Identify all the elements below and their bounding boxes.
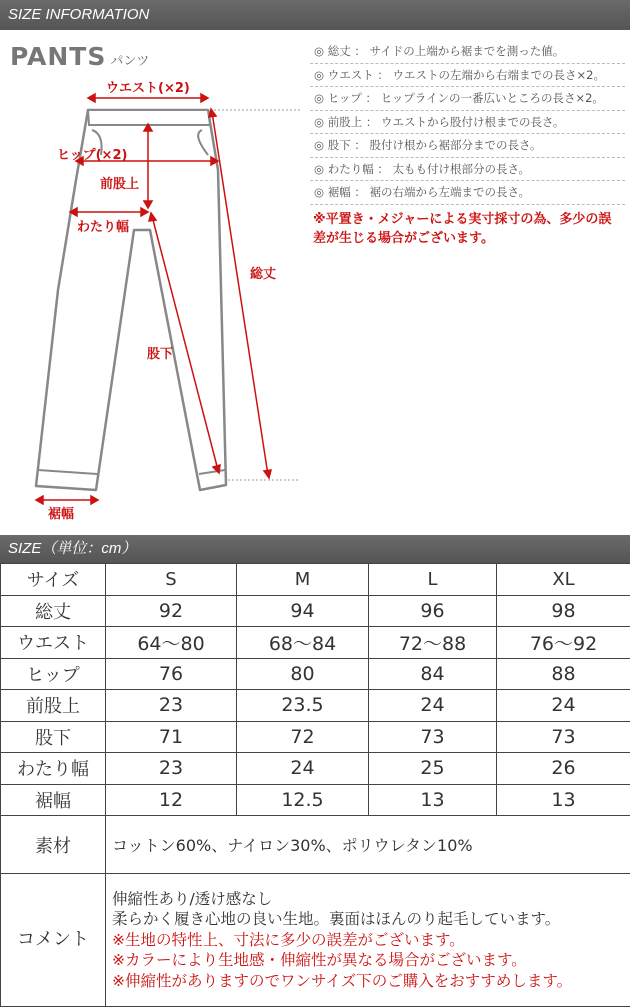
table-cell: 73 — [369, 721, 497, 753]
measurement-notes — [310, 40, 625, 205]
table-cell: 73 — [497, 721, 630, 753]
table-cell: 64〜80 — [106, 627, 237, 659]
row-label: 前股上 — [1, 690, 106, 722]
material-row — [1, 816, 630, 874]
table-cell: 71 — [106, 721, 237, 753]
material-value: コットン60%、ナイロン30%、ポリウレタン10% — [106, 816, 630, 874]
note-thigh: ◎ わたり幅 ： 太もも付け根部分の長さ。 — [310, 158, 625, 182]
table-cell: 24 — [369, 690, 497, 722]
table-header-row — [1, 564, 630, 596]
note-front-rise: ◎ 前股上 ： ウエストから股付け根までの長さ。 — [310, 111, 625, 135]
table-cell: 13 — [369, 784, 497, 816]
table-row — [1, 627, 630, 659]
measurement-warning: ※平置き・メジャーによる実寸採寸の為、多少の誤差が生じる場合がございます。 — [313, 212, 612, 246]
row-label: 股下 — [1, 721, 106, 753]
note-hip: ◎ ヒップ ： ヒップラインの一番広いところの長さ×2。 — [310, 87, 625, 111]
table-row — [1, 753, 630, 785]
table-cell: 23 — [106, 753, 237, 785]
header-cell: サイズ — [1, 564, 106, 596]
table-cell: 94 — [237, 595, 369, 627]
row-label: 裾幅 — [1, 784, 106, 816]
table-cell: 23 — [106, 690, 237, 722]
table-cell: 72〜88 — [369, 627, 497, 659]
comment-line-warning: ※生地の特性上、寸法に多少の誤差がございます。 — [112, 930, 465, 949]
table-cell: 76 — [106, 658, 237, 690]
table-cell: 12 — [106, 784, 237, 816]
table-cell: 92 — [106, 595, 237, 627]
table-cell: 12.5 — [237, 784, 369, 816]
table-row — [1, 658, 630, 690]
table-cell: 68〜84 — [237, 627, 369, 659]
table-row — [1, 595, 630, 627]
label-length: 総丈 — [250, 267, 277, 282]
table-cell: 80 — [237, 658, 369, 690]
size-table-header: SIZE（単位：cm） — [0, 535, 630, 563]
comment-value — [106, 874, 630, 1007]
table-row — [1, 690, 630, 722]
row-label: ヒップ — [1, 658, 106, 690]
header-cell: XL — [497, 564, 630, 596]
label-hip: ヒップ(×2) — [57, 148, 128, 163]
label-front-rise: 前股上 — [100, 177, 140, 192]
note-inseam: ◎ 股下 ： 股付け根から裾部分までの長さ。 — [310, 134, 625, 158]
label-hem: 裾幅 — [48, 507, 75, 522]
table-cell: 72 — [237, 721, 369, 753]
material-label: 素材 — [1, 816, 106, 874]
label-thigh: わたり幅 — [77, 220, 130, 235]
pants-title-en: PANTS — [10, 42, 107, 71]
table-cell: 25 — [369, 753, 497, 785]
comment-row — [1, 874, 630, 1007]
row-label: わたり幅 — [1, 753, 106, 785]
row-label: 総丈 — [1, 595, 106, 627]
pants-title-jp: パンツ — [110, 54, 150, 69]
table-cell: 96 — [369, 595, 497, 627]
table-cell: 98 — [497, 595, 630, 627]
table-cell: 76〜92 — [497, 627, 630, 659]
header-cell: S — [106, 564, 237, 596]
size-information-header: SIZE INFORMATION — [0, 0, 630, 30]
header-cell: M — [237, 564, 369, 596]
comment-line: 柔らかく履き心地の良い生地。裏面はほんのり起毛しています。 — [112, 910, 561, 929]
table-cell: 84 — [369, 658, 497, 690]
size-table — [0, 563, 630, 1007]
note-hem: ◎ 裾幅 ： 裾の右端から左端までの長さ。 — [310, 181, 625, 205]
comment-line-warning: ※カラーにより生地感・伸縮性が異なる場合がございます。 — [112, 951, 527, 970]
table-cell: 13 — [497, 784, 630, 816]
pants-illustration — [0, 30, 310, 535]
table-cell: 24 — [237, 753, 369, 785]
header-cell: L — [369, 564, 497, 596]
table-cell: 26 — [497, 753, 630, 785]
comment-line-warning: ※伸縮性がありますのでワンサイズ下のご購入をおすすめします。 — [112, 971, 573, 990]
pants-outline — [36, 110, 226, 490]
table-cell: 88 — [497, 658, 630, 690]
table-cell: 24 — [497, 690, 630, 722]
table-cell: 23.5 — [237, 690, 369, 722]
comment-line: 伸縮性あり/透け感なし — [112, 889, 273, 908]
table-row — [1, 721, 630, 753]
label-inseam: 股下 — [147, 347, 174, 362]
table-row — [1, 784, 630, 816]
note-length: ◎ 総丈 ： サイドの上端から裾までを測った値。 — [310, 40, 625, 64]
label-waist: ウエスト(×2) — [106, 81, 190, 96]
comment-label: コメント — [1, 874, 106, 1007]
note-waist: ◎ ウエスト ： ウエストの左端から右端までの長さ×2。 — [310, 64, 625, 88]
row-label: ウエスト — [1, 627, 106, 659]
waistband — [88, 110, 210, 125]
pants-diagram — [0, 30, 310, 535]
